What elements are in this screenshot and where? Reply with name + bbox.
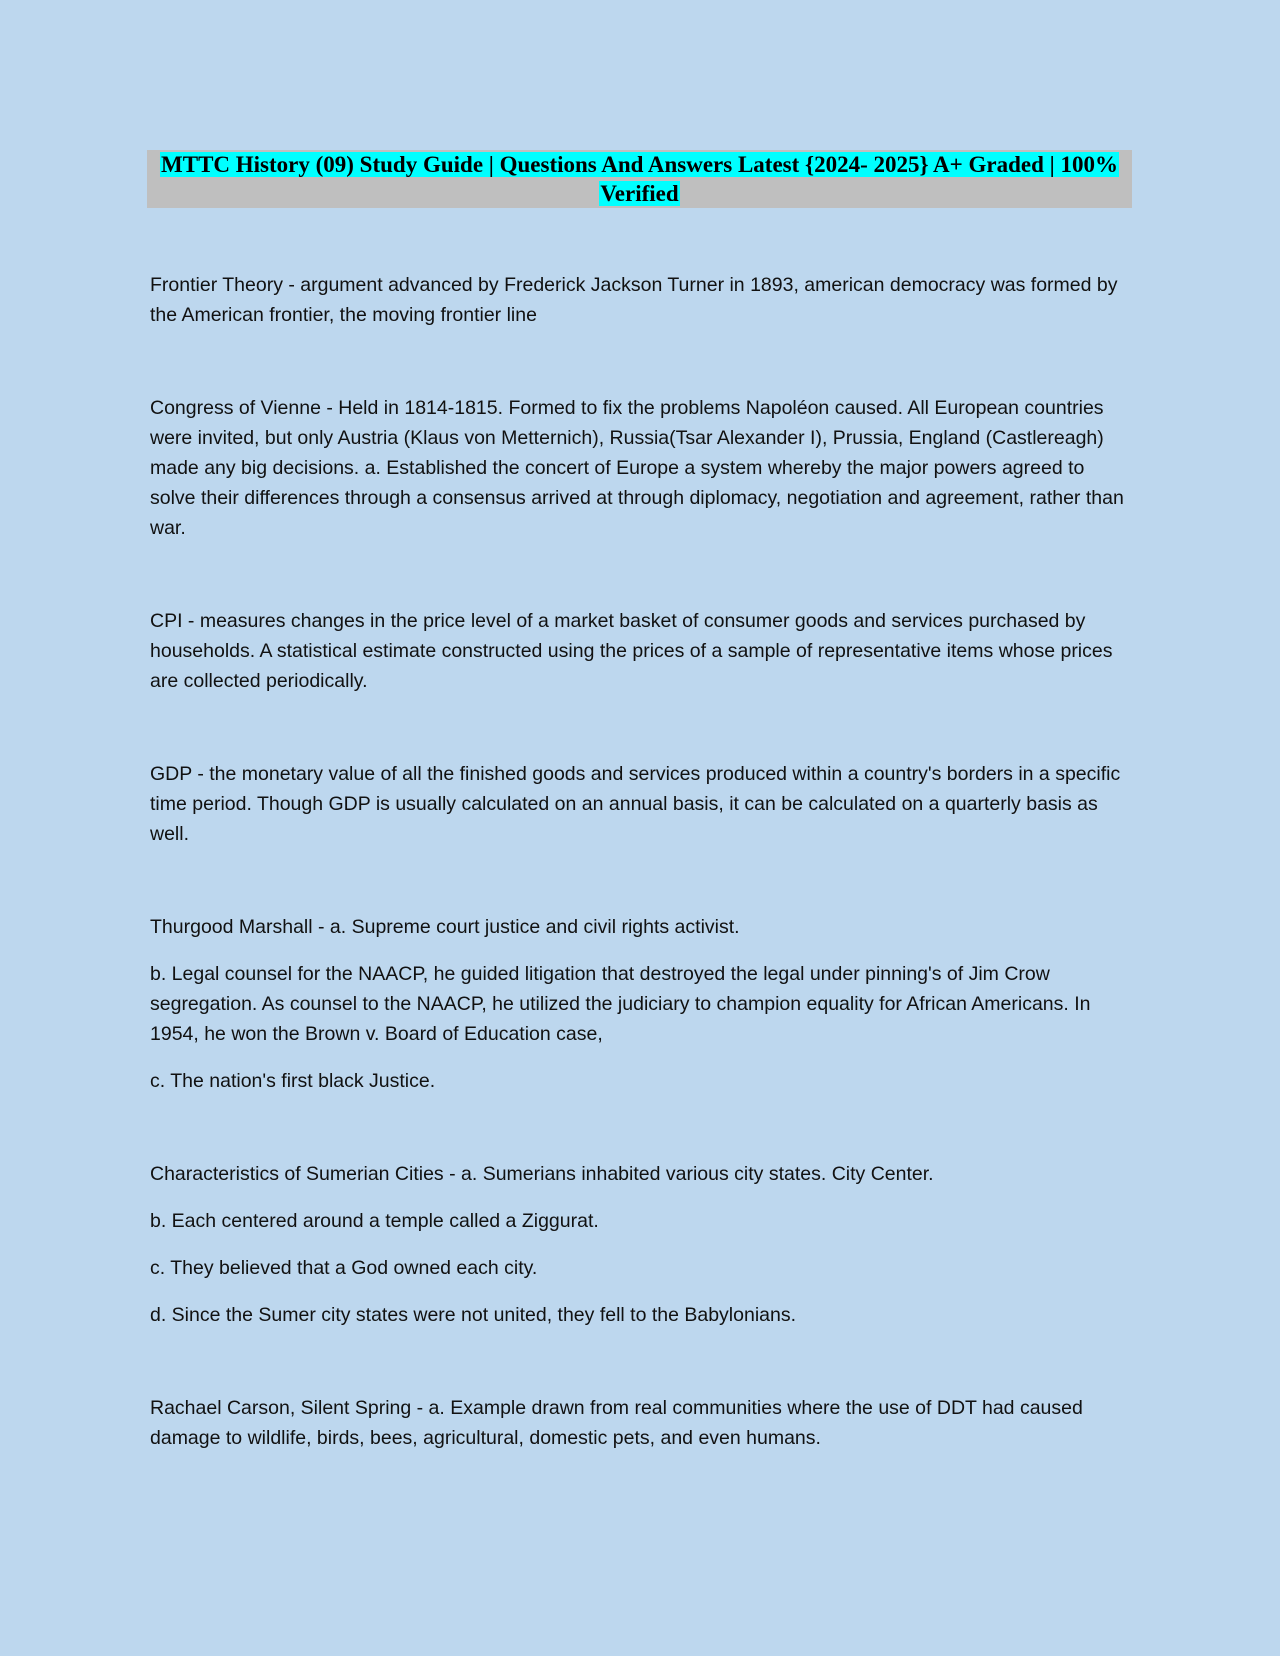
entry-silent-spring (150, 1393, 1130, 1453)
entry-cpi (150, 606, 1130, 696)
entry-gdp (150, 759, 1130, 849)
entry-paragraph: Characteristics of Sumerian Cities - a. Sumerians inhabited various city states. City Center. (150, 1163, 934, 1185)
document-body (150, 270, 1130, 1453)
entry-paragraph: CPI - measures changes in the price level of a market basket of consumer goods and services purchased by households. A statistical estimate constructed using the prices of a sample of representative items whose prices are collected periodically. (150, 610, 1113, 692)
entry-paragraph: c. The nation's first black Justice. (150, 1070, 436, 1092)
entry-sumerian-cities (150, 1159, 1130, 1330)
entry-paragraph: c. They believed that a God owned each city. (150, 1257, 538, 1279)
entry-paragraph: Frontier Theory - argument advanced by Frederick Jackson Turner in 1893, american democracy was formed by the American frontier, the moving frontier line (150, 274, 1118, 326)
entry-paragraph: Congress of Vienne - Held in 1814-1815. Formed to fix the problems Napoléon caused. All European countries were invited, but only Austria (Klaus von Metternich), Russia(Tsar Alexander I), Prussia, England (Castlereagh) made any big decisions. a. Established the concert of Europe a system whereby the major powers agreed to solve their differences through a consensus arrived at through diplomacy, negotiation and agreement, rather than war. (150, 397, 1124, 539)
entry-frontier-theory (150, 270, 1130, 330)
entry-thurgood-marshall (150, 912, 1130, 1096)
entry-congress-of-vienne (150, 393, 1130, 543)
entry-paragraph: Thurgood Marshall - a. Supreme court justice and civil rights activist. (150, 916, 740, 938)
entry-paragraph: Rachael Carson, Silent Spring - a. Example drawn from real communities where the use of DDT had caused damage to wildlife, birds, bees, agricultural, domestic pets, and even humans. (150, 1397, 1083, 1449)
entry-paragraph: b. Each centered around a temple called a Ziggurat. (150, 1210, 599, 1232)
entry-paragraph: GDP - the monetary value of all the finished goods and services produced within a country's borders in a specific time period. Though GDP is usually calculated on an annual basis, it can be calculated on a quarterly basis as well. (150, 763, 1121, 845)
document-title: MTTC History (09) Study Guide | Questions And Answers Latest {2024- 2025} A+ Graded | 100% Verified (161, 152, 1118, 206)
title-box (147, 150, 1132, 208)
entry-paragraph: b. Legal counsel for the NAACP, he guided litigation that destroyed the legal under pinning's of Jim Crow segregation. As counsel to the NAACP, he utilized the judiciary to champion equality for African Americans. In 1954, he won the Brown v. Board of Education case, (150, 963, 1091, 1045)
entry-paragraph: d. Since the Sumer city states were not united, they fell to the Babylonians. (150, 1304, 797, 1326)
document-title-wrapper (147, 150, 1132, 208)
